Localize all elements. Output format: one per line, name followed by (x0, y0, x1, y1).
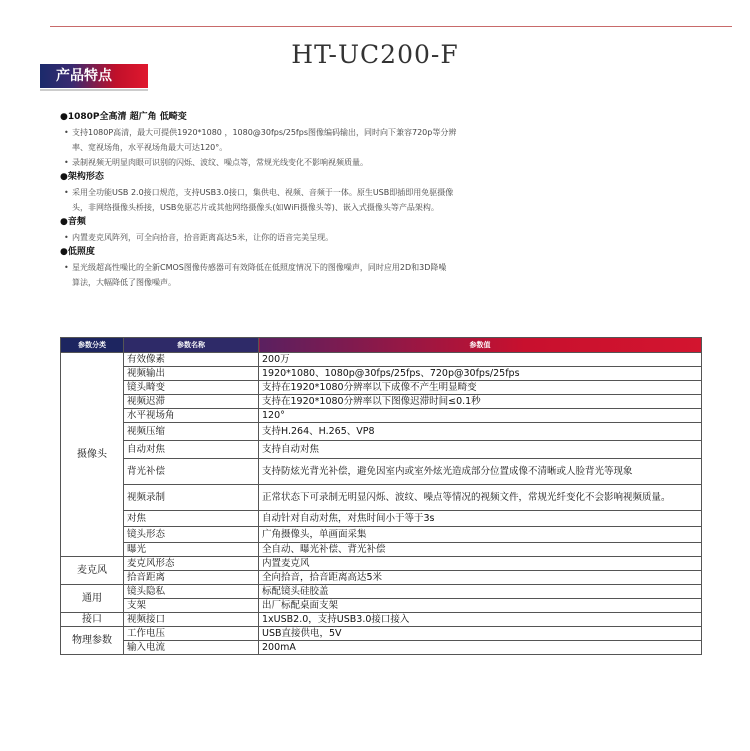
param-name-cell: 支架 (124, 599, 259, 613)
feature-bullet: • 支持1080P高清，最大可提供1920*1080 ，1080@30fps/25fps图像编码输出，同时向下兼容720p等分辨 (60, 125, 700, 140)
table-row (61, 527, 702, 543)
table-row (61, 395, 702, 409)
param-value-cell: 出厂标配桌面支架 (259, 599, 702, 613)
table-row (61, 423, 702, 441)
feature-bullet: • 星光级超高性噪比的全新CMOS图像传感器可有效降低在低照度情况下的图像噪声，同时应用2D和3D降噪 (60, 260, 700, 275)
param-value-cell: 1920*1080、1080p@30fps/25fps、720p@30fps/25fps (259, 367, 702, 381)
param-name-cell: 视频压缩 (124, 423, 259, 441)
param-name-cell: 对焦 (124, 511, 259, 527)
spec-table (60, 337, 702, 655)
category-cell: 麦克风 (61, 557, 124, 585)
param-name-cell: 水平视场角 (124, 409, 259, 423)
page-title: HT-UC200-F (291, 40, 459, 69)
table-row (61, 459, 702, 485)
feature-bullet-continued: 头，非网络摄像头桥接，USB免驱芯片或其他网络摄像头(如WiFi摄像头等)、嵌入式摄像头等产品架构。 (72, 203, 439, 212)
param-value-cell: 全自动、曝光补偿、背光补偿 (259, 543, 702, 557)
param-name-cell: 视频迟滞 (124, 395, 259, 409)
table-row (61, 571, 702, 585)
param-value-cell: 支持在1920*1080分辨率以下成像不产生明显畸变 (259, 381, 702, 395)
param-name-cell: 工作电压 (124, 627, 259, 641)
param-value-cell: 自动针对自动对焦，对焦时间小于等于3s (259, 511, 702, 527)
param-value-cell: 1xUSB2.0，支持USB3.0接口接入 (259, 613, 702, 627)
feature-heading: ●1080P全高清 超广角 低畸变 (60, 112, 187, 122)
param-name-cell: 镜头隐私 (124, 585, 259, 599)
table-header-row (61, 338, 702, 353)
table-row (61, 485, 702, 511)
top-divider (50, 26, 732, 27)
param-name-cell: 输入电流 (124, 641, 259, 655)
table-row (61, 627, 702, 641)
table-row (61, 557, 702, 571)
param-value-cell: 200mA (259, 641, 702, 655)
table-row (61, 367, 702, 381)
table-row (61, 381, 702, 395)
feature-heading: ●音频 (60, 217, 86, 227)
section-badge: 产品特点 (40, 64, 148, 88)
param-name-cell: 镜头畸变 (124, 381, 259, 395)
param-value-cell: 标配镜头硅胶盖 (259, 585, 702, 599)
feature-bullet: • 内置麦克风阵列，可全向拾音，拾音距离高达5米，让你的语音完美呈现。 (60, 230, 700, 245)
table-row (61, 441, 702, 459)
feature-bullet: • 录制视频无明显肉眼可识别的闪烁、波纹、噪点等，常规光线变化不影响视频质量。 (60, 155, 700, 170)
param-name-cell: 视频录制 (124, 485, 259, 511)
feature-list (60, 110, 700, 290)
param-value-cell: 支持H.264、H.265、VP8 (259, 423, 702, 441)
feature-heading: ●架构形态 (60, 172, 104, 182)
param-value-cell: 200万 (259, 353, 702, 367)
param-name-cell: 视频输出 (124, 367, 259, 381)
category-cell: 接口 (61, 613, 124, 627)
feature-bullet-continued: 算法，大幅降低了图像噪声。 (72, 278, 176, 287)
param-value-cell: USB直接供电，5V (259, 627, 702, 641)
param-name-cell: 拾音距离 (124, 571, 259, 585)
param-value-cell: 支持在1920*1080分辨率以下图像迟滞时间≤0.1秒 (259, 395, 702, 409)
param-name-cell: 镜头形态 (124, 527, 259, 543)
param-name-cell: 曝光 (124, 543, 259, 557)
param-name-cell: 有效像素 (124, 353, 259, 367)
badge-underline (40, 89, 148, 91)
param-name-cell: 视频接口 (124, 613, 259, 627)
table-row (61, 353, 702, 367)
param-value-cell: 广角摄像头，单画面采集 (259, 527, 702, 543)
param-name-cell: 背光补偿 (124, 459, 259, 485)
table-row (61, 543, 702, 557)
param-value-cell: 支持防炫光背光补偿，避免因室内或室外炫光造成部分位置成像不清晰或人脸背光等现象 (259, 459, 702, 485)
param-value-cell: 全向拾音，拾音距离高达5米 (259, 571, 702, 585)
param-value-cell: 120° (259, 409, 702, 423)
category-cell: 摄像头 (61, 353, 124, 557)
header-category: 参数分类 (61, 338, 124, 353)
feature-bullet: • 采用全功能USB 2.0接口规范，支持USB3.0接口，集供电、视频、音频于一体。原生USB即插即用免驱摄像 (60, 185, 700, 200)
param-value-cell: 正常状态下可录制无明显闪烁、波纹、噪点等情况的视频文件，常规光纤变化不会影响视频质量。 (259, 485, 702, 511)
category-cell: 通用 (61, 585, 124, 613)
feature-heading: ●低照度 (60, 247, 95, 257)
header-param-name: 参数名称 (124, 338, 259, 353)
feature-bullet-continued: 率、宽视场角，水平视场角最大可达120°。 (72, 143, 228, 152)
table-row (61, 585, 702, 599)
param-name-cell: 自动对焦 (124, 441, 259, 459)
table-row (61, 511, 702, 527)
table-row (61, 641, 702, 655)
param-name-cell: 麦克风形态 (124, 557, 259, 571)
table-row (61, 409, 702, 423)
param-value-cell: 内置麦克风 (259, 557, 702, 571)
param-value-cell: 支持自动对焦 (259, 441, 702, 459)
category-cell: 物理参数 (61, 627, 124, 655)
header-param-value: 参数值 (259, 338, 702, 353)
table-row (61, 599, 702, 613)
table-row (61, 613, 702, 627)
